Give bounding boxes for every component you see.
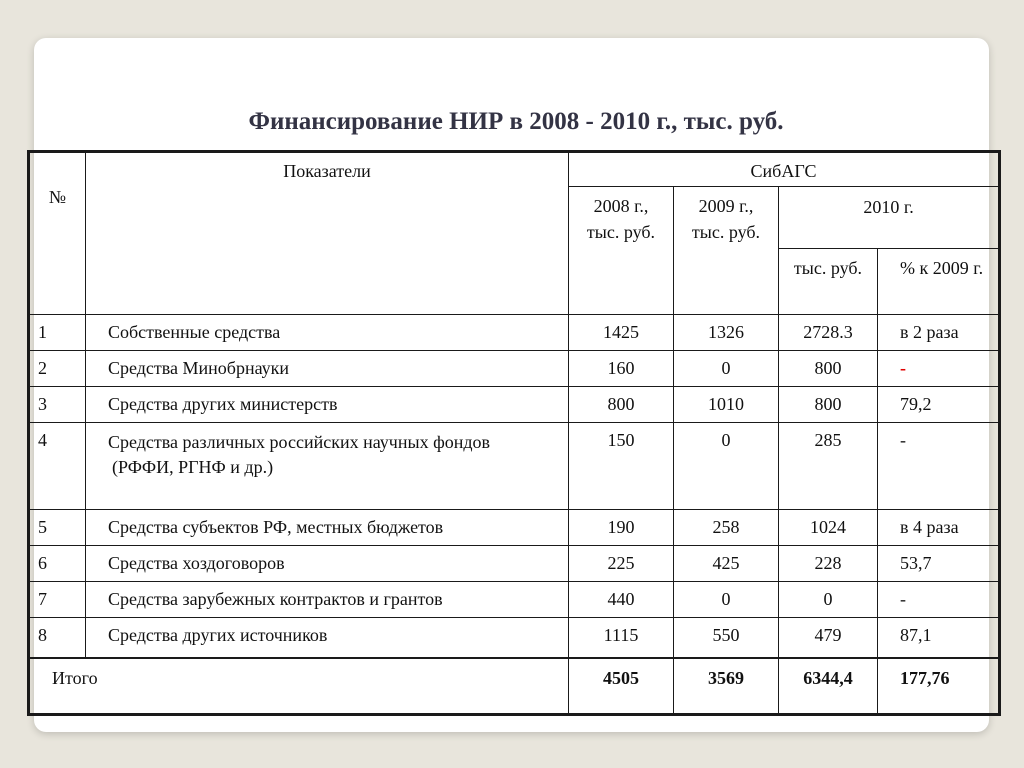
- row-pct: -: [878, 582, 1000, 618]
- table-row: [29, 423, 1000, 510]
- row-2008: 800: [569, 387, 674, 423]
- row-indicator: Средства различных российских научных фондов: [108, 432, 491, 452]
- row-number: 5: [29, 510, 86, 546]
- row-indicator: Средства субъектов РФ, местных бюджетов: [86, 510, 569, 546]
- row-2009: 0: [674, 351, 779, 387]
- row-indicator: Средства других источников: [86, 618, 569, 658]
- table-row: [29, 351, 1000, 387]
- row-pct: 79,2: [878, 387, 1000, 423]
- row-2008: 160: [569, 351, 674, 387]
- row-number: 8: [29, 618, 86, 658]
- row-2008: 190: [569, 510, 674, 546]
- row-2009: 1010: [674, 387, 779, 423]
- row-2010: 2728.3: [779, 315, 878, 351]
- table-row: [29, 618, 1000, 658]
- header-row-1: [29, 152, 1000, 187]
- row-number: 7: [29, 582, 86, 618]
- row-2009: 0: [674, 582, 779, 618]
- row-2009: 550: [674, 618, 779, 658]
- row-2010: 228: [779, 546, 878, 582]
- row-2010: 479: [779, 618, 878, 658]
- total-2009: 3569: [674, 658, 779, 715]
- total-2010: 6344,4: [779, 658, 878, 715]
- row-2008: 225: [569, 546, 674, 582]
- row-number: 2: [29, 351, 86, 387]
- row-indicator-note: (РФФИ, РГНФ и др.): [112, 457, 274, 477]
- row-2010: 800: [779, 351, 878, 387]
- page-title: Финансирование НИР в 2008 - 2010 г., тыс. руб.: [248, 108, 784, 135]
- row-indicator: Средства других министерств: [86, 387, 569, 423]
- header-2010: 2010 г.: [779, 187, 1000, 249]
- total-row: [29, 658, 1000, 715]
- row-number: 6: [29, 546, 86, 582]
- row-pct: -: [878, 423, 1000, 510]
- row-2010: 1024: [779, 510, 878, 546]
- row-indicator-cell: [86, 423, 569, 510]
- row-2009: 0: [674, 423, 779, 510]
- row-2008: 1425: [569, 315, 674, 351]
- row-indicator: Средства Минобрнауки: [86, 351, 569, 387]
- row-number: 4: [29, 423, 86, 510]
- total-pct: 177,76: [878, 658, 1000, 715]
- row-indicator: Средства хоздоговоров: [86, 546, 569, 582]
- row-2008: 440: [569, 582, 674, 618]
- row-2009: 258: [674, 510, 779, 546]
- table-row: [29, 510, 1000, 546]
- table-row: [29, 546, 1000, 582]
- row-pct: 87,1: [878, 618, 1000, 658]
- row-pct: -: [878, 351, 1000, 387]
- row-indicator: Собственные средства: [86, 315, 569, 351]
- header-2008: 2008 г., тыс. руб.: [569, 187, 674, 315]
- row-2009: 1326: [674, 315, 779, 351]
- table-row: [29, 315, 1000, 351]
- header-2009: 2009 г., тыс. руб.: [674, 187, 779, 315]
- header-indicators: Показатели: [86, 152, 569, 315]
- row-pct: в 2 раза: [878, 315, 1000, 351]
- header-org: СибАГС: [569, 152, 1000, 187]
- row-number: 3: [29, 387, 86, 423]
- header-number: №: [29, 152, 86, 315]
- row-indicator: Средства зарубежных контрактов и грантов: [86, 582, 569, 618]
- table-row: [29, 387, 1000, 423]
- header-2010-sum: тыс. руб.: [779, 249, 878, 315]
- header-2010-pct: % к 2009 г.: [878, 249, 1000, 315]
- row-pct: в 4 раза: [878, 510, 1000, 546]
- row-2008: 150: [569, 423, 674, 510]
- row-2009: 425: [674, 546, 779, 582]
- total-label: Итого: [29, 658, 569, 715]
- row-2008: 1115: [569, 618, 674, 658]
- row-pct: 53,7: [878, 546, 1000, 582]
- row-2010: 800: [779, 387, 878, 423]
- row-number: 1: [29, 315, 86, 351]
- total-2008: 4505: [569, 658, 674, 715]
- row-2010: 285: [779, 423, 878, 510]
- financing-table: [27, 150, 1001, 716]
- row-2010: 0: [779, 582, 878, 618]
- table-row: [29, 582, 1000, 618]
